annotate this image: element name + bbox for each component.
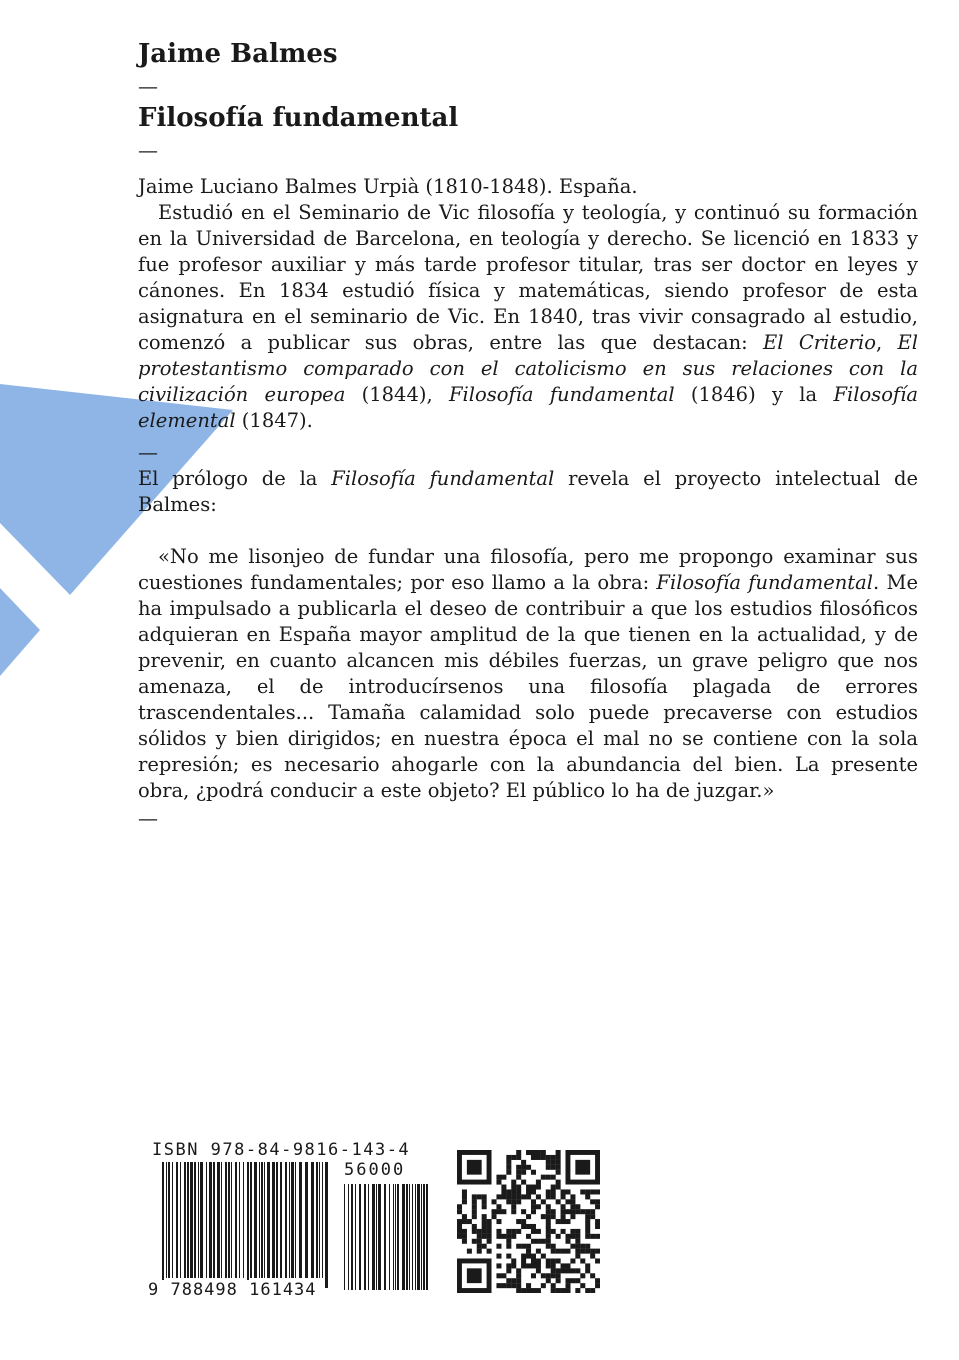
bio-heading: Jaime Luciano Balmes Urpià (1810-1848). España. (138, 175, 638, 198)
decorative-arrow-lower (0, 588, 40, 676)
work-title: Filosofía fundamental (448, 383, 675, 406)
prologue-quote: «No me lisonjeo de fundar una filosofía, pero me propongo examinar sus cuestiones fundamentales; por eso llamo a la obra: Filosofía fundamental. Me ha impulsado a publicarla el deseo de contribuir a que los estudios filosóficos adquieran en España mayor amplitud de la que tienen en la actualidad, y de prevenir, en cuanto alcancen mis débiles fuerzas, un grave peligro que nos amenaza, el de introducírsenos una filosofía plagada de errores trascendentales... Tamaña calamidad solo puede precaverse con estudios sólidos y bien dirigidos; en nuestra época el mal no se contiene con la sola represión; es necesario ahogarle con la abundancia del bien. La presente obra, ¿podrá conducir a este objeto? El público lo ha de juzgar.» (138, 545, 919, 802)
work-title: Filosofía elemental (138, 383, 919, 432)
bio-paragraph: Estudió en el Seminario de Vic filosofía y teología, y continuó su formación en la Universidad de Barcelona, en teología y derecho. Se licenció en 1833 y fue profesor auxiliar y más tarde profesor titular, tras ser doctor en leyes y cánones. En 1834 estudió física y matemáticas, siendo profesor de esta asignatura en el seminario de Vic. En 1840, tras vivir consagrado al estudio, comenzó a publicar sus obras, entre las que destacan: El Criterio, El protestantismo comparado con el catolicismo en sus relaciones con la civilización europea (1844), Filosofía fundamental (1846) y la Filosofía elemental (1847). (138, 201, 919, 432)
ean-digits: 9 788498 161434 (148, 1280, 317, 1300)
dash-divider: — (138, 440, 158, 464)
dash-divider: — (138, 138, 158, 162)
dash-divider: — (138, 74, 158, 98)
book-title: Filosofía fundamental (138, 103, 459, 133)
isbn-barcode (148, 1140, 433, 1305)
work-title: El Criterio (763, 331, 876, 354)
isbn-label: ISBN 978-84-9816-143-4 (152, 1140, 411, 1160)
barcode-bars (148, 1140, 433, 1300)
prologue-intro: El prólogo de la Filosofía fundamental revela el proyecto intelectual de Balmes: (138, 467, 919, 516)
dash-divider: — (138, 806, 158, 830)
work-title: El protestantismo comparado con el catolicismo en sus relaciones con la civilización europea (138, 331, 918, 406)
barcode-addon-digits: 56000 (344, 1160, 406, 1180)
qr-code (457, 1150, 600, 1293)
author-name: Jaime Balmes (138, 39, 338, 69)
back-cover-text (138, 36, 918, 832)
